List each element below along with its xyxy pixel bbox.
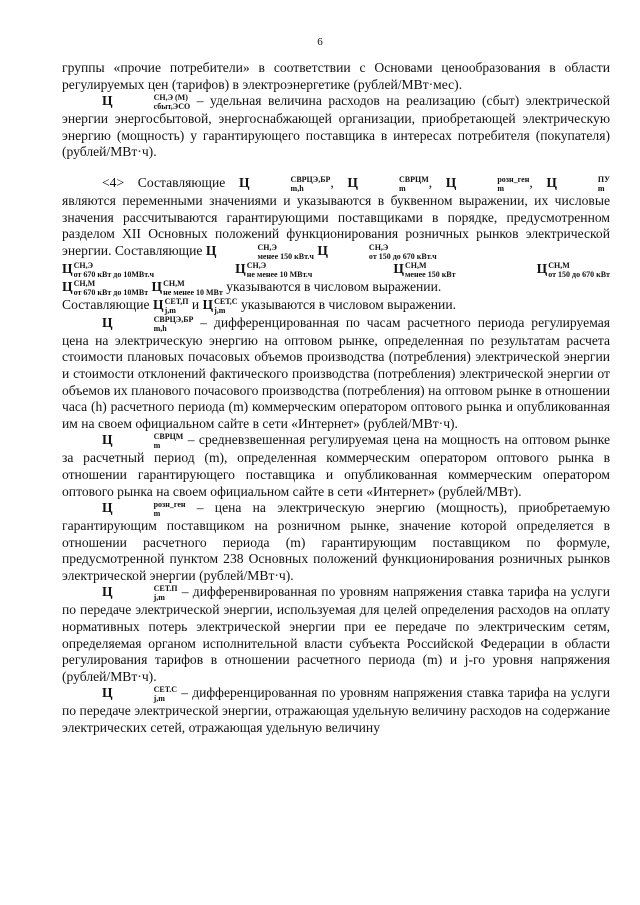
paragraph-4: Ц СВРЦЭ,БР m,h – дифференцированная по часам расчетного периода регулируемая цена на электрическую энергию на оптовом рынке, определенная по результатам расчета стоимости плановых почасовых объемов производства (потребления) электрической энергии и стоимости отклонений фактического производства (потребления) электрической энергии от объемов их планового почасового производства (потребления) на оптовом рынке в отношении часа (h) расчетного периода (m) коммерческим оператором оптового рынка и опубликованная им на своем официальном сайте в сети «Интернет» (рублей/МВт·ч). [62, 314, 610, 431]
symbol-ts: Ц СН,Э (М) сбыт,ЭСО [102, 93, 191, 112]
paragraph-3-tail-2: Составляющие Ц СЕТ,П j,m и Ц СЕТ,С j,m указываются в числовом выражении. [62, 296, 456, 315]
paragraph-8: Ц СЕТ.С j,m – дифференцированная по уровням напряжения ставка тарифа на услуги по передаче электрической энергии, отражающая удельную величину расходов на содержание электрических сетей, отражающая удельную величину [62, 685, 610, 736]
paragraph-3: <4> Составляющие Ц СВРЦЭ,БР m,h , Ц СВРЦМ m , Ц розн_ген m , Ц ПУ m являются переменными значениями и указываются в буквенном выражении, их числовые значения рассчитываются гарантирующими поставщиками в порядке, предусмотренном разделом XII Основных положений функционирования розничных рынков электрической энергии. Составляющие Ц СН,Э менее 150 кВт.ч Ц СН,Э от 150 до 670 кВт.ч [62, 174, 610, 261]
paragraph-1: группы «прочие потребители» в соответствии с Основами ценообразования в области регулируемых цен (тарифов) в электроэнергетике (рублей/МВт·мес). [62, 60, 610, 92]
document-body [62, 60, 610, 737]
paragraph-3-text: являются переменными значениями и указываются в буквенном выражении, их числовые значения рассчитываются гарантирующими поставщиками в порядке, предусмотренном разделом XII Основных положений функционирования розничных рынков электрической энергии. Составляющие [62, 192, 610, 258]
paragraph-2-text: – удельная величина расходов на реализацию (сбыт) электрической энергии энергосбытовой, энергоснабжающей организации, приобретающей электрическую энергию (мощность) у гарантирующего поставщика в интересах потребителя (покупателя) (рублей/МВт·ч). [62, 93, 610, 160]
paragraph-3-lead: <4> Составляющие [102, 175, 226, 191]
paragraph-7: Ц СЕТ.П j,m – дифференвированная по уровням напряжения ставка тарифа на услуги по передаче электрической энергии, используемая для целей определения расходов на оплату нормативных потерь электрической энергии при ее передаче по электрическим сетям, определяемая органом исполнительной власти субъекта Российской Федерации в области регулирования тарифов в отношении расчетного периода (m) и j-го уровня напряжения (рублей/МВт·ч). [62, 584, 610, 684]
components-row-2: Ц СН,М от 670 кВт до 10МВт Ц СН,М не менее 10 МВт указываются в числовом выражении. [62, 278, 442, 297]
components-row-1: Ц СН,Э от 670 кВт до 10МВт.ч Ц СН,Э не менее 10 МВт.ч Ц СН,М менее 150 кВт Ц СН,М от 150 до 670 кВт [62, 260, 610, 279]
paragraph-6: Ц розн_ген m – цена на электрическую энергию (мощность), приобретаемую гарантирующим поставщиком на розничном рынке, значение которой определяется в отношении расчетного периода (m) гарантирующим поставщиком по формуле, предусмотренной пунктом 238 Основных положений функционирования розничных рынков электрической энергии (рублей/МВт·ч). [62, 500, 610, 583]
page-number: 6 [317, 36, 323, 48]
paragraph-3-tail-1: указываются в числовом выражении. [226, 278, 442, 294]
paragraph-2 [62, 93, 610, 161]
paragraph-5: Ц СВРЦМ m – средневзвешенная регулируемая цена на мощность на оптовом рынке за расчетный период (m), определенная коммерческим оператором оптового рынка в отношении гарантирующего поставщика и опубликованная коммерческим оператором оптового рынка на своем официальном сайте в сети «Интернет» (рублей/МВт). [62, 432, 610, 499]
